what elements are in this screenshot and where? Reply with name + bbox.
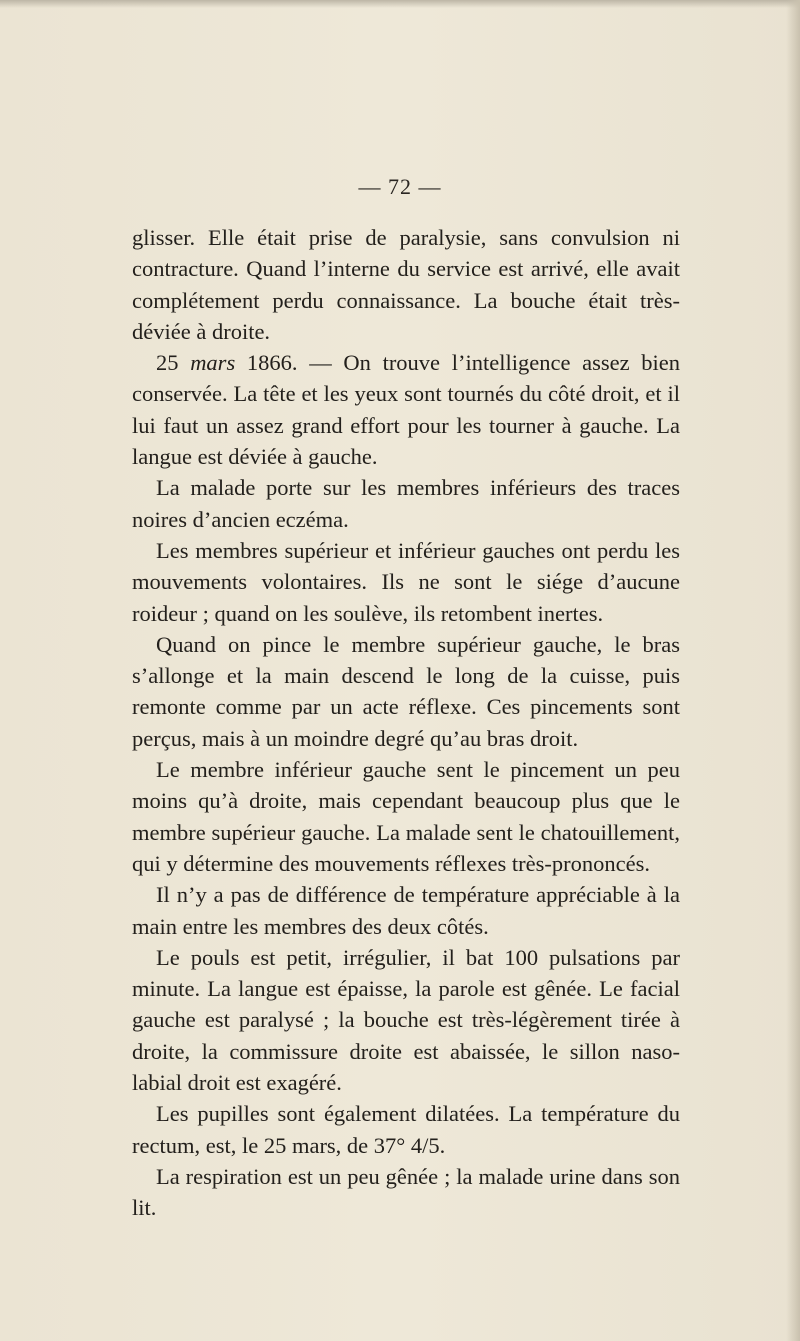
paragraph xyxy=(132,347,680,472)
date-month: mars xyxy=(190,350,236,376)
paragraph: La respiration est un peu gênée ; la malade urine dans son lit. xyxy=(132,1163,680,1221)
paragraph: Le pouls est petit, irrégulier, il bat 100 pulsations par minute. La langue est épaisse, la parole est gênée. Le facial gauche est paralysé ; la bouche est très-légèrement tirée à droite, la commissure droite est abaissée, le sillon naso-labial droit est exagéré. xyxy=(132,944,680,1096)
date-day: 25 xyxy=(156,350,179,376)
paragraph: La malade porte sur les membres inférieurs des traces noires d’ancien eczéma. xyxy=(132,475,680,532)
page-top-shadow xyxy=(0,0,800,8)
paragraph: Il n’y a pas de différence de température appréciable à la main entre les membres des deux côtés. xyxy=(132,882,680,939)
paragraph: Quand on pince le membre supérieur gauche, le bras s’allonge et la main descend le long de la cuisse, puis remonte comme par un acte réflexe. Ces pincements sont perçus, mais à un moindre degré qu’au bras droit. xyxy=(132,631,680,751)
body-text xyxy=(132,222,680,1224)
page-number: — 72 — xyxy=(358,174,442,199)
paragraph-text: 1866. — On trouve l’intelligence assez bien conservée. La tête et les yeux sont tournés du côté droit, et il lui faut un assez grand effort pour les tourner à gauche. La langue est déviée à gauche. xyxy=(132,350,681,470)
page-right-edge xyxy=(786,0,800,1341)
paragraph: glisser. Elle était prise de paralysie, sans convulsion ni contracture. Quand l’interne du service est arrivé, elle avait complétement perdu connaissance. La bouche était très-déviée à droite. xyxy=(132,225,680,344)
paragraph: Les pupilles sont également dilatées. La température du rectum, est, le 25 mars, de 37° 4/5. xyxy=(132,1101,680,1158)
paragraph: Le membre inférieur gauche sent le pincement un peu moins qu’à droite, mais cependant beaucoup plus que le membre supérieur gauche. La malade sent le chatouillement, qui y détermine des mouvements réflexes très-prononcés. xyxy=(132,757,680,876)
paragraph: Les membres supérieur et inférieur gauches ont perdu les mouvements volontaires. Ils ne sont le siége d’aucune roideur ; quand on les soulève, ils retombent inertes. xyxy=(132,537,680,626)
